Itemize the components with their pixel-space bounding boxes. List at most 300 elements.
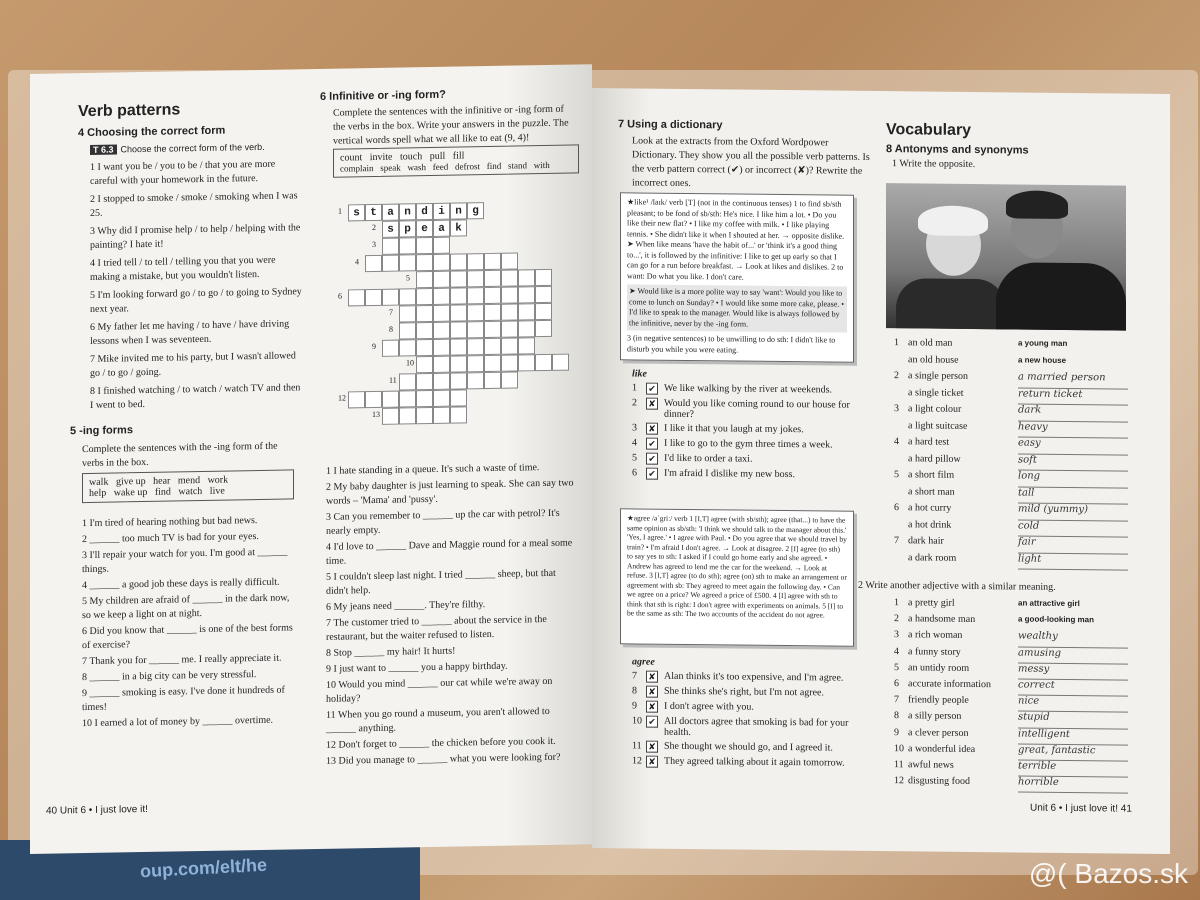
item-text: She thought we should go, and I agreed it.	[664, 740, 833, 754]
puzzle-cell[interactable]	[399, 339, 416, 356]
puzzle-cell[interactable]	[501, 320, 518, 337]
audio-tag: T 6.3	[90, 144, 117, 154]
puzzle-cell[interactable]	[416, 390, 433, 407]
ex4-instruction-line	[90, 140, 265, 157]
opposites-list	[894, 337, 1164, 571]
puzzle-cell[interactable]	[535, 286, 552, 303]
crossword-puzzle	[330, 191, 570, 455]
puzzle-cell[interactable]	[416, 305, 433, 322]
list-item: 6 My jeans need ______. They're filthy.	[326, 599, 486, 613]
answer-field[interactable]: horrible	[1018, 777, 1128, 794]
puzzle-cell[interactable]	[450, 321, 467, 338]
puzzle-cell[interactable]	[518, 286, 535, 303]
puzzle-cell[interactable]	[535, 303, 552, 320]
prompt-phrase: a hot drink	[908, 518, 952, 531]
item-number: 9	[632, 700, 637, 712]
puzzle-cell[interactable]	[399, 305, 416, 322]
prompt-phrase: a handsome man	[908, 613, 976, 626]
photo-white-hair	[918, 205, 988, 236]
puzzle-cell[interactable]	[450, 372, 467, 389]
puzzle-cell[interactable]	[365, 391, 382, 408]
puzzle-cell[interactable]	[382, 408, 399, 425]
item-text: All doctors agree that smoking is bad for your health.	[664, 715, 849, 739]
item-number	[894, 354, 908, 371]
answer-field[interactable]: a good-looking man	[1018, 614, 1094, 625]
puzzle-cell[interactable]	[467, 287, 484, 304]
check-item	[632, 422, 872, 437]
entry-note: ➤ Would like is a more polite way to say 'want': Would you like to come to lunch on Sunday? • I would like some more cake, please. • I'd like to speak to the manager. Would like is always followed by the infinitive, never by the -ing form.	[627, 284, 847, 332]
puzzle-cell[interactable]	[450, 270, 467, 287]
agree-label: agree	[632, 656, 655, 668]
answer-field[interactable]: soft	[1018, 454, 1128, 472]
puzzle-row-number: 6	[338, 291, 342, 301]
list-item: 3 I'll repair your watch for you. I'm good at ______ things.	[82, 546, 288, 576]
prompt-phrase: a silly person	[908, 710, 962, 723]
list-item: 4 I tried tell / to tell / telling you that you were making a mistake, but you wouldn't listen.	[90, 254, 276, 283]
photo-two-men	[886, 183, 1126, 331]
list-item: 8 I finished watching / to watch / watch TV and then I went to bed.	[90, 382, 301, 411]
puzzle-cell[interactable]	[467, 372, 484, 389]
item-number: 3	[632, 422, 637, 434]
puzzle-cell[interactable]	[467, 253, 484, 270]
puzzle-cell[interactable]	[501, 303, 518, 320]
puzzle-cell[interactable]: s	[348, 204, 365, 221]
puzzle-cell[interactable]	[484, 321, 501, 338]
watermark: @( Bazos.sk	[1028, 858, 1188, 889]
puzzle-cell[interactable]	[416, 339, 433, 356]
puzzle-cell[interactable]	[382, 238, 399, 255]
list-item: 2 I stopped to smoke / smoke / smoking when I was 25.	[90, 190, 298, 219]
list-item: 6 Did you know that ______ is one of the best forms of exercise?	[82, 622, 293, 652]
check-box[interactable]: ✘	[646, 756, 658, 768]
puzzle-row-number: 8	[389, 324, 393, 334]
list-item: 8 Stop ______ my hair! It hurts!	[326, 645, 456, 659]
puzzle-cell[interactable]	[399, 237, 416, 254]
list-item: 10 Would you mind ______ our cat while we're away on holiday?	[326, 675, 553, 705]
puzzle-cell[interactable]	[484, 270, 501, 287]
puzzle-cell[interactable]	[484, 355, 501, 372]
puzzle-cell[interactable]	[416, 407, 433, 424]
item-number: 10	[632, 715, 642, 727]
puzzle-cell[interactable]: s	[382, 221, 399, 238]
prompt-phrase: dark hair	[908, 535, 944, 547]
puzzle-cell[interactable]: e	[416, 220, 433, 237]
check-item	[632, 700, 872, 715]
item-number: 7	[894, 535, 899, 547]
puzzle-cell[interactable]	[450, 287, 467, 304]
check-item	[632, 755, 872, 770]
item-text: She thinks she's right, but I'm not agree.	[664, 685, 824, 699]
answer-field[interactable]: light	[1018, 553, 1128, 571]
item-number: 6	[894, 678, 899, 690]
check-box[interactable]: ✘	[646, 701, 658, 713]
puzzle-cell[interactable]	[518, 320, 535, 337]
list-item: 5 I couldn't sleep last night. I tried ______ sheep, but that didn't help.	[326, 567, 556, 597]
ex7-instruction: Look at the extracts from the Oxford Wordpower Dictionary. They show you all the possible verb patterns. Is the verb pattern correct (✔) or incorrect (✘)? Rewrite the incorrect ones.	[632, 135, 870, 190]
puzzle-cell[interactable]	[467, 321, 484, 338]
puzzle-cell[interactable]	[348, 391, 365, 408]
list-item: 7 Mike invited me to his party, but I wasn't allowed go / to go / going.	[90, 350, 296, 379]
puzzle-cell[interactable]: d	[416, 203, 433, 220]
puzzle-cell[interactable]	[467, 338, 484, 355]
item-number	[894, 387, 908, 404]
answer-field[interactable]: easy	[1018, 437, 1128, 455]
puzzle-cell[interactable]	[467, 304, 484, 321]
puzzle-cell[interactable]	[399, 373, 416, 390]
answer-field[interactable]: tall	[1018, 487, 1128, 505]
like-label: like	[632, 368, 647, 380]
puzzle-row-number: 12	[338, 393, 346, 403]
answer-field[interactable]: amusing	[1018, 647, 1128, 664]
prompt-phrase: a hard test	[908, 436, 950, 448]
check-box[interactable]: ✔	[646, 453, 658, 465]
ex7-heading: 7 Using a dictionary	[618, 118, 723, 132]
answer-field[interactable]: fair	[1018, 536, 1128, 554]
list-item: 2 ______ too much TV is bad for your eyes.	[82, 531, 259, 546]
check-item	[632, 397, 872, 422]
dictionary-entry-like	[620, 192, 854, 362]
answer-field[interactable]: stupid	[1018, 712, 1128, 729]
puzzle-cell[interactable]	[433, 237, 450, 254]
item-number: 1	[632, 382, 637, 394]
puzzle-cell[interactable]	[399, 390, 416, 407]
answer-field[interactable]: a new house	[1018, 354, 1067, 365]
puzzle-cell[interactable]	[484, 304, 501, 321]
vocab-q1: 1 Write the opposite.	[892, 158, 976, 171]
answer-field[interactable]: messy	[1018, 663, 1128, 680]
ex4-heading: 4 Choosing the correct form	[78, 124, 226, 140]
answer-field[interactable]: mild (yummy)	[1018, 503, 1128, 521]
puzzle-cell[interactable]	[484, 372, 501, 389]
item-number: 12	[894, 775, 904, 787]
puzzle-cell[interactable]	[433, 288, 450, 305]
ex5-word-box	[82, 469, 294, 503]
puzzle-cell[interactable]	[382, 391, 399, 408]
puzzle-cell[interactable]	[501, 269, 518, 286]
item-text: I like it that you laugh at my jokes.	[664, 422, 804, 436]
puzzle-cell[interactable]	[450, 355, 467, 372]
puzzle-cell[interactable]	[433, 356, 450, 373]
item-number: 5	[632, 452, 637, 464]
page-footer-left: 40 Unit 6 • I just love it!	[46, 803, 148, 817]
right-page	[592, 88, 1170, 854]
prompt-phrase: a light colour	[908, 403, 962, 415]
puzzle-cell[interactable]	[552, 354, 569, 371]
list-item: 10 I earned a lot of money by ______ overtime.	[82, 714, 274, 730]
check-box[interactable]: ✔	[646, 468, 658, 480]
prompt-phrase: a dark room	[908, 551, 957, 564]
item-number: 11	[894, 759, 904, 771]
puzzle-cell[interactable]: a	[382, 204, 399, 221]
puzzle-cell[interactable]	[416, 356, 433, 373]
puzzle-cell[interactable]	[416, 237, 433, 254]
item-text: I like to go to the gym three times a week.	[664, 437, 833, 451]
puzzle-cell[interactable]	[365, 255, 382, 272]
puzzle-cell[interactable]: i	[433, 203, 450, 220]
puzzle-cell[interactable]	[416, 288, 433, 305]
puzzle-row-number: 7	[389, 307, 393, 317]
prompt-phrase: an old man	[908, 337, 953, 349]
item-number: 1	[894, 337, 899, 349]
item-number: 8	[894, 710, 899, 722]
answer-field[interactable]: long	[1018, 470, 1128, 488]
list-item: 5 My children are afraid of ______ in the dark now, so we keep a light on at night.	[82, 592, 290, 622]
puzzle-cell[interactable]	[518, 303, 535, 320]
answer-field[interactable]: intelligent	[1018, 728, 1128, 745]
puzzle-cell[interactable]	[416, 254, 433, 271]
check-box[interactable]: ✔	[646, 716, 658, 728]
puzzle-cell[interactable]	[433, 254, 450, 271]
item-number: 2	[632, 397, 637, 409]
ex4-instruction: Choose the correct form of the verb.	[120, 141, 265, 155]
ex5-heading: 5 -ing forms	[70, 424, 133, 438]
item-text: I'm afraid I dislike my new boss.	[664, 467, 795, 481]
prompt-phrase: a pretty girl	[908, 597, 955, 609]
check-item	[632, 670, 872, 685]
check-item	[632, 685, 872, 700]
puzzle-cell[interactable]	[450, 406, 467, 423]
puzzle-cell[interactable]	[399, 288, 416, 305]
list-item: 8 ______ in a big city can be very stressful.	[82, 669, 257, 684]
check-box[interactable]: ✘	[646, 398, 658, 410]
check-item	[632, 467, 872, 482]
check-box[interactable]: ✘	[646, 741, 658, 753]
puzzle-row-number: 2	[372, 222, 376, 233]
puzzle-cell[interactable]	[433, 373, 450, 390]
book-url-text: oup.com/elt/he	[139, 854, 268, 882]
vocab-row	[894, 775, 1164, 794]
puzzle-cell[interactable]	[518, 269, 535, 286]
puzzle-cell[interactable]	[416, 322, 433, 339]
puzzle-cell[interactable]	[501, 337, 518, 354]
agree-list	[632, 670, 872, 773]
puzzle-cell[interactable]	[450, 389, 467, 406]
puzzle-cell[interactable]: p	[399, 220, 416, 237]
item-number: 1	[894, 597, 899, 609]
puzzle-cell[interactable]: n	[450, 202, 467, 219]
answer-field[interactable]: return ticket	[1018, 388, 1128, 406]
prompt-phrase: a single ticket	[908, 386, 964, 399]
prompt-phrase: awful news	[908, 759, 954, 771]
item-text: I'd like to order a taxi.	[664, 452, 753, 465]
puzzle-cell[interactable]	[450, 304, 467, 321]
dictionary-entry-agree	[620, 508, 854, 646]
list-item: 4 ______ a good job these days is really difficult.	[82, 576, 280, 592]
item-number	[894, 486, 908, 503]
puzzle-row-number: 5	[406, 273, 410, 283]
puzzle-row-number: 3	[372, 239, 376, 250]
item-number	[894, 420, 908, 437]
ex5-instruction: Complete the sentences with the -ing form of the verbs in the box.	[82, 440, 278, 470]
puzzle-cell[interactable]	[518, 337, 535, 354]
item-number: 3	[894, 403, 899, 415]
puzzle-row-number: 4	[355, 257, 359, 267]
puzzle-cell[interactable]	[399, 322, 416, 339]
item-number: 12	[632, 755, 642, 767]
puzzle-cell[interactable]	[535, 354, 552, 371]
puzzle-row-number: 1	[338, 206, 342, 216]
prompt-phrase: a rich woman	[908, 629, 963, 642]
puzzle-cell[interactable]	[501, 252, 518, 269]
puzzle-cell[interactable]	[433, 322, 450, 339]
answer-field[interactable]: nice	[1018, 696, 1128, 713]
item-number: 5	[894, 661, 899, 673]
word-box-row: help wake up find watch live	[89, 485, 225, 499]
puzzle-cell[interactable]	[518, 354, 535, 371]
check-item	[632, 715, 872, 740]
check-box[interactable]: ✘	[646, 671, 658, 683]
puzzle-cell[interactable]	[433, 271, 450, 288]
puzzle-cell[interactable]	[450, 338, 467, 355]
puzzle-cell[interactable]	[365, 289, 382, 306]
entry-sense: 3 (in negative sentences) to be unwilling to do sth: I didn't like to disturb you while you were eating.	[627, 333, 836, 355]
puzzle-row-number: 11	[389, 375, 397, 385]
answer-field[interactable]: dark	[1018, 404, 1128, 422]
prompt-phrase: a hot curry	[908, 502, 952, 514]
puzzle-cell[interactable]	[535, 320, 552, 337]
puzzle-cell[interactable]	[416, 271, 433, 288]
answer-field[interactable]: cold	[1018, 520, 1128, 538]
photo-jacket	[896, 278, 1006, 329]
puzzle-cell[interactable]	[484, 338, 501, 355]
prompt-phrase: a short film	[908, 469, 955, 481]
vocab-row	[894, 552, 1164, 571]
puzzle-cell[interactable]	[433, 407, 450, 424]
item-number: 11	[632, 740, 642, 752]
list-item: 7 The customer tried to ______ about the service in the restaurant, but the waiter refused to listen.	[326, 613, 547, 643]
list-item: 2 My baby daughter is just learning to speak. She can say two words – 'Mama' and 'pussy'.	[326, 477, 574, 507]
list-item: 3 Can you remember to ______ up the car with petrol? It's nearly empty.	[326, 507, 560, 537]
puzzle-row-number: 10	[406, 358, 414, 368]
answer-field[interactable]: an attractive girl	[1018, 598, 1080, 609]
puzzle-cell[interactable]	[501, 371, 518, 388]
ex5-list	[82, 513, 297, 731]
puzzle-cell[interactable]	[433, 339, 450, 356]
list-item: 4 I'd love to ______ Dave and Maggie round for a meal some time.	[326, 537, 573, 567]
item-number	[894, 552, 908, 569]
puzzle-cell[interactable]	[399, 407, 416, 424]
puzzle-cell[interactable]	[484, 287, 501, 304]
puzzle-cell[interactable]	[450, 253, 467, 270]
puzzle-cell[interactable]	[433, 305, 450, 322]
check-box[interactable]: ✘	[646, 686, 658, 698]
list-item: 3 Why did I promise help / to help / helping with the painting? I hate it!	[90, 222, 301, 251]
list-item: 1 I'm tired of hearing nothing but bad news.	[82, 515, 258, 530]
puzzle-cell[interactable]	[484, 253, 501, 270]
answer-field[interactable]: correct	[1018, 679, 1128, 696]
item-number: 10	[894, 742, 904, 754]
puzzle-cell[interactable]: t	[365, 204, 382, 221]
puzzle-cell[interactable]	[501, 354, 518, 371]
list-item: 12 Don't forget to ______ the chicken before you cook it.	[326, 735, 556, 751]
item-number: 6	[632, 467, 637, 479]
item-number: 4	[632, 437, 637, 449]
puzzle-cell[interactable]: a	[433, 220, 450, 237]
item-number: 7	[894, 694, 899, 706]
word-box-row: count invite touch pull fill	[340, 150, 465, 164]
answer-field[interactable]: heavy	[1018, 421, 1128, 439]
prompt-phrase: a single person	[908, 370, 968, 382]
puzzle-cell[interactable]	[535, 269, 552, 286]
item-text: They agreed talking about it again tomorrow.	[664, 755, 845, 769]
puzzle-cell[interactable]	[382, 255, 399, 272]
puzzle-cell[interactable]	[382, 340, 399, 357]
synonyms-list	[894, 597, 1164, 794]
list-item: 9 ______ smoking is easy. I've done it hundreds of times!	[82, 684, 285, 714]
prompt-phrase: disgusting food	[908, 775, 970, 788]
ex4-list	[90, 157, 305, 413]
puzzle-row-number: 13	[372, 409, 380, 420]
item-number: 5	[894, 469, 899, 481]
ex6-word-box	[333, 144, 579, 177]
check-box[interactable]: ✔	[646, 383, 658, 395]
list-item: 1 I hate standing in a queue. It's such a waste of time.	[326, 462, 540, 477]
puzzle-cell[interactable]: k	[450, 219, 467, 236]
photo-shirt	[996, 262, 1126, 330]
prompt-phrase: a wonderful idea	[908, 742, 976, 755]
word-box-row: complain speak wash feed defrost find stand with	[340, 159, 550, 174]
answer-field[interactable]: wealthy	[1018, 631, 1128, 648]
entry-text: ★agree /əˈgriː/ verb 1 [I,T] agree (with sb/sth); agree (that...) to have the same opinion as sb/sth: 'I think we should talk to the manager about this.' 'Yes, I agree.' • I agree with Paul. • Do you agree that we should travel by train? • I'm afraid I don't agree. → Look at disagree. 2 [I] agree (to sth) to say yes to sth: I asked if I could go home early and she agreed. • Andrew has agreed to lend me the car for the weekend. → Look at refuse. 3 [I,T] agree (to do sth); agree (on) sth to make an arrangement or agreement with sb: They agreed to meet again the following day. • Can we agree on a price? We agreed a price of £500. 4 [I] agree with sth to think that sth is right: I don't agree with experiments on animals. 5 [I] to be the same as sth: The two accounts of the accident do not agree.	[627, 513, 847, 620]
list-item: 6 My father let me having / to have / have driving lessons when I was seventeen.	[90, 318, 290, 347]
item-number: 2	[894, 370, 899, 382]
answer-field[interactable]: a young man	[1018, 338, 1068, 348]
item-number: 8	[632, 685, 637, 697]
check-box[interactable]: ✔	[646, 438, 658, 450]
check-item	[632, 382, 872, 397]
prompt-phrase: a light suitcase	[908, 419, 968, 432]
item-text: Would you like coming round to our house for dinner?	[664, 397, 850, 421]
vocabulary-title: Vocabulary	[886, 121, 972, 139]
item-number: 9	[894, 726, 899, 738]
item-text: Alan thinks it's too expensive, and I'm agree.	[664, 670, 844, 684]
check-box[interactable]: ✘	[646, 423, 658, 435]
check-item	[632, 437, 872, 452]
list-item: 9 I just want to ______ you a happy birthday.	[326, 660, 508, 675]
list-item: 1 I want you be / you to be / that you are more careful with your homework in the future.	[90, 158, 276, 187]
like-list	[632, 382, 872, 485]
item-text: We like walking by the river at weekends.	[664, 382, 833, 396]
answer-field[interactable]: a married person	[1018, 371, 1128, 389]
puzzle-cell[interactable]: g	[467, 202, 484, 219]
puzzle-cell[interactable]	[348, 289, 365, 306]
prompt-phrase: a clever person	[908, 726, 969, 739]
check-item	[632, 452, 872, 467]
list-item: 5 I'm looking forward go / to go / to going to Sydney next year.	[90, 286, 302, 315]
answer-field[interactable]: great, fantastic	[1018, 744, 1128, 761]
item-number	[894, 453, 908, 470]
item-number: 4	[894, 436, 899, 448]
puzzle-cell[interactable]	[467, 270, 484, 287]
prompt-phrase: a short man	[908, 485, 955, 498]
puzzle-cell[interactable]	[467, 355, 484, 372]
page-footer-right: Unit 6 • I just love it! 41	[1030, 802, 1132, 815]
puzzle-cell[interactable]	[433, 390, 450, 407]
puzzle-cell[interactable]	[382, 289, 399, 306]
prompt-phrase: an old house	[908, 353, 959, 366]
item-text: I don't agree with you.	[664, 700, 754, 713]
item-number: 2	[894, 613, 899, 625]
puzzle-cell[interactable]	[399, 254, 416, 271]
list-item: 7 Thank you for ______ me. I really appreciate it.	[82, 652, 282, 668]
check-item	[632, 740, 872, 755]
prompt-phrase: a hard pillow	[908, 452, 961, 465]
puzzle-cell[interactable]	[501, 286, 518, 303]
puzzle-cell[interactable]	[416, 373, 433, 390]
puzzle-cell[interactable]: n	[399, 203, 416, 220]
answer-field[interactable]: terrible	[1018, 760, 1128, 777]
item-number: 7	[632, 670, 637, 682]
